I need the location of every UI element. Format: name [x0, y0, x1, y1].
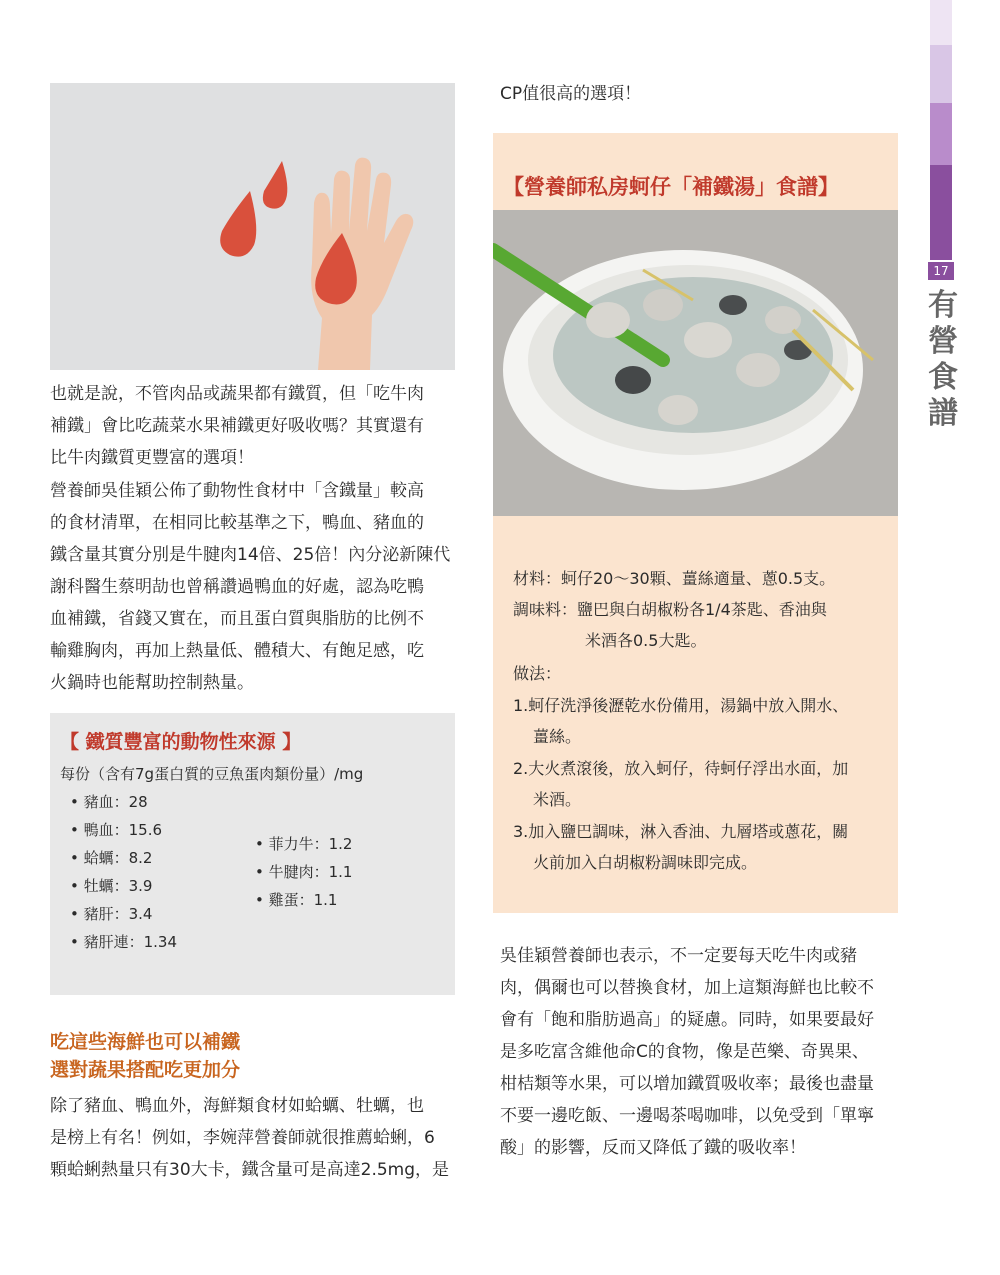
section-char: 有	[928, 288, 958, 323]
list-item: • 鴨血：15.6	[70, 816, 177, 844]
iron-list-col2	[255, 830, 352, 914]
side-tab	[930, 165, 952, 260]
recipe-seasoning: 調味料：鹽巴與白胡椒粉各1/4茶匙、香油與	[513, 600, 827, 619]
iron-box-title: 【 鐵質豐富的動物性來源 】	[60, 731, 302, 753]
continuation-line: CP值很高的選項！	[500, 84, 642, 104]
list-item: • 牛腱肉：1.1	[255, 858, 352, 886]
recipe-method-label: 做法：	[513, 664, 562, 683]
section-char: 食	[928, 360, 958, 395]
closing-paragraph: 吳佳穎營養師也表示，不一定要每天吃牛肉或豬 肉，偶爾也可以替換食材，加上這類海鮮也比較不 會有「飽和脂肪過高」的疑慮。同時，如果要最好 是多吃富含維他命C的食物，像是芭樂、奇異果、 柑桔類等水果，可以增加鐵質吸收率；最後也盡量 不要一邊吃飯、一邊喝茶喝咖啡，以免受到「單寧 酸」的影響，反而又降低了鐵的吸收率！	[500, 946, 874, 1158]
list-item: • 牡蠣：3.9	[70, 872, 177, 900]
hand-blood-drop-photo	[50, 83, 455, 370]
iron-sources-box	[50, 713, 455, 995]
list-item: • 豬肝：3.4	[70, 900, 177, 928]
iron-list-col1	[70, 788, 177, 956]
recipe-step-3: 3.加入鹽巴調味，淋入香油、九層塔或蔥花，關	[513, 822, 849, 841]
recipe-title: 【營養師私房蚵仔「補鐵湯」食譜】	[503, 174, 839, 199]
section-char: 譜	[928, 396, 958, 431]
seafood-paragraph: 除了豬血、鴨血外，海鮮類食材如蛤蠣、牡蠣，也 是榜上有名！例如，李婉萍營養師就很推薦蛤蜊，6 顆蛤蜊熱量只有30大卡，鐵含量可是高達2.5mg，是	[50, 1096, 450, 1180]
recipe-step-2: 2.大火煮滾後，放入蚵仔，待蚵仔浮出水面，加	[513, 759, 849, 778]
list-item: • 豬肝連：1.34	[70, 928, 177, 956]
hand-illustration	[50, 83, 455, 370]
recipe-step-1-cont: 薑絲。	[533, 727, 582, 746]
recipe-step-3-cont: 火前加入白胡椒粉調味即完成。	[533, 853, 758, 872]
intro-paragraph-1: 也就是說，不管肉品或蔬果都有鐵質，但「吃牛肉 補鐵」會比吃蔬菜水果補鐵更好吸收嗎？其實還有 比牛肉鐵質更豐富的選項！	[50, 384, 424, 468]
recipe-step-2-cont: 米酒。	[533, 790, 582, 809]
recipe-step-1: 1.蚵仔洗淨後瀝乾水份備用，湯鍋中放入開水、	[513, 696, 849, 715]
list-item: • 雞蛋：1.1	[255, 886, 352, 914]
seafood-heading: 吃這些海鮮也可以補鐵 選對蔬果搭配吃更加分	[50, 1031, 241, 1081]
list-item: • 菲力牛：1.2	[255, 830, 352, 858]
iron-box-unit: 每份（含有7g蛋白質的豆魚蛋肉類份量）/mg	[60, 765, 364, 783]
recipe-seasoning-cont: 米酒各0.5大匙。	[585, 631, 707, 650]
list-item: • 蛤蠣：8.2	[70, 844, 177, 872]
side-tab	[930, 103, 952, 165]
section-label	[925, 288, 961, 432]
recipe-panel	[493, 133, 898, 913]
side-tab	[930, 45, 952, 103]
list-item: • 豬血：28	[70, 788, 177, 816]
intro-paragraph-2: 營養師吳佳穎公佈了動物性食材中「含鐵量」較高 的食材清單，在相同比較基準之下，鴨血、豬血的 鐵含量其實分別是牛腱肉14倍、25倍！內分泌新陳代 謝科醫生蔡明劼也曾稱讚過鴨血的好處，認為吃鴨 血補鐵，省錢又實在，而且蛋白質與脂肪的比例不 輸雞胸肉，再加上熱量低、體積大、有飽足感，吃 火鍋時也能幫助控制熱量。	[50, 481, 451, 693]
soup-bowl-illustration	[493, 210, 898, 516]
section-char: 營	[928, 324, 958, 359]
page-number: 17	[928, 262, 954, 280]
side-tab	[930, 0, 952, 45]
oyster-soup-photo	[493, 210, 898, 516]
recipe-ingredients: 材料：蚵仔20～30顆、薑絲適量、蔥0.5支。	[513, 569, 836, 588]
